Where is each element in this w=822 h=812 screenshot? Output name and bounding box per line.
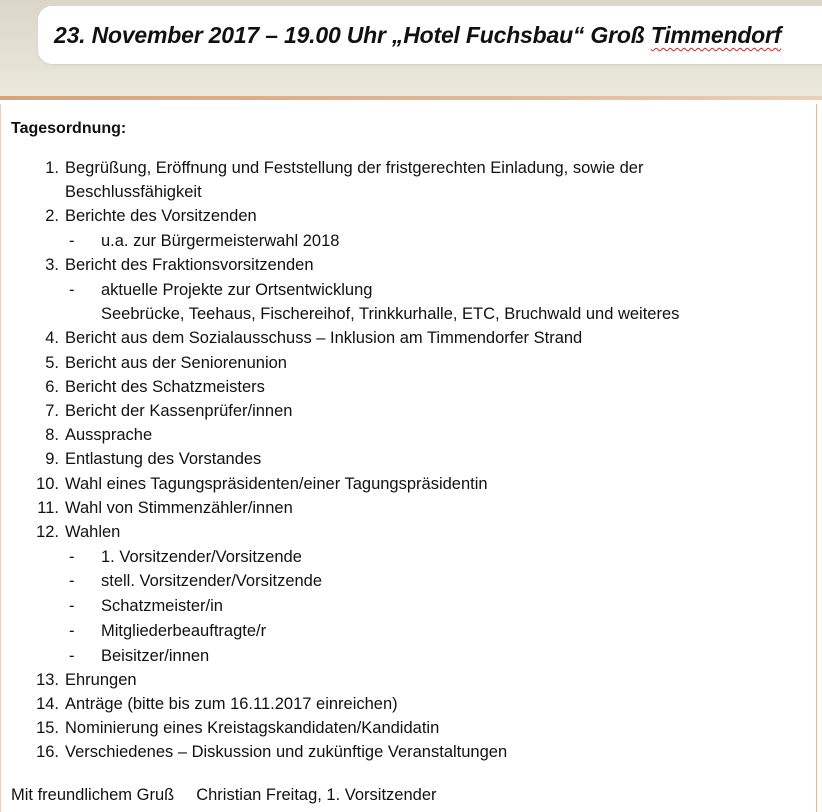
agenda-subitem-text: Schatzmeister/in: [101, 597, 223, 616]
agenda-subitem: [1, 545, 811, 569]
agenda-item-text: Aussprache: [65, 426, 153, 445]
agenda-heading: Tagesordnung:: [11, 120, 127, 137]
page-title: [54, 22, 781, 49]
agenda-item: [1, 156, 811, 180]
agenda-number: 15.: [36, 719, 59, 738]
agenda-number: 2.: [45, 207, 59, 226]
agenda-item: [1, 204, 811, 228]
agenda-number: 4.: [45, 329, 59, 348]
agenda-item: [1, 496, 811, 520]
agenda-number: 8.: [45, 426, 59, 445]
agenda-subitem: [1, 594, 811, 618]
agenda-dash: -: [69, 547, 75, 566]
agenda-item-text: Anträge (bitte bis zum 16.11.2017 einreichen): [65, 694, 398, 713]
agenda-item-text: Verschiedenes – Diskussion und zukünftige Veranstaltungen: [65, 743, 508, 762]
agenda-subitem-text: Seebrücke, Teehaus, Fischereihof, Trinkkurhalle, ETC, Bruchwald und weiteres: [101, 305, 680, 324]
agenda-item-text: Wahl eines Tagungspräsidenten/einer Tagungspräsidentin: [65, 474, 488, 493]
agenda-subitem-text: u.a. zur Bürgermeisterwahl 2018: [101, 232, 340, 251]
agenda-dash: -: [69, 621, 75, 640]
agenda-item: [1, 472, 811, 496]
agenda-item-text: Bericht aus der Seniorenunion: [65, 353, 287, 372]
agenda-item-text: Bericht aus dem Sozialausschuss – Inklusion am Timmendorfer Strand: [65, 329, 583, 348]
agenda-subitem-text: stell. Vorsitzender/Vorsitzende: [101, 572, 323, 591]
agenda-item-text: Bericht des Schatzmeisters: [65, 377, 265, 396]
title-main: 23. November 2017 – 19.00 Uhr „Hotel Fuchsbau“ Groß: [54, 22, 651, 48]
agenda-subitem-text: Beisitzer/innen: [101, 646, 210, 665]
agenda-number: 11.: [37, 498, 59, 517]
agenda-number: 14.: [36, 694, 59, 713]
agenda-subitem: [1, 278, 811, 302]
footer: [11, 786, 437, 805]
agenda-item: [1, 740, 811, 764]
agenda-item-text: Bericht des Fraktionsvorsitzenden: [65, 256, 314, 275]
greeting: Mit freundlichem Gruß: [11, 786, 175, 804]
agenda-item-text: Entlastung des Vorstandes: [65, 450, 262, 469]
agenda-subitem-text: 1. Vorsitzender/Vorsitzende: [101, 547, 302, 566]
agenda-subitem: [1, 644, 811, 668]
agenda-item: [1, 326, 811, 350]
agenda-subitem-text: aktuelle Projekte zur Ortsentwicklung: [101, 281, 373, 299]
agenda-subitem: [1, 569, 811, 593]
agenda-subitem: [1, 302, 811, 326]
agenda-number: 1.: [45, 159, 59, 177]
agenda-item: [1, 520, 811, 544]
agenda-number: 13.: [36, 670, 59, 689]
agenda-item-text: Wahlen: [65, 523, 121, 541]
agenda-number: 5.: [45, 353, 59, 372]
agenda-item: [1, 351, 811, 375]
agenda-number: 12.: [36, 523, 59, 541]
signature: Christian Freitag, 1. Vorsitzender: [196, 786, 437, 804]
agenda-number: 9.: [45, 450, 59, 469]
agenda-number: 16.: [36, 743, 59, 762]
agenda-item-text: Berichte des Vorsitzenden: [65, 207, 257, 226]
agenda-item-text: Wahl von Stimmenzähler/innen: [65, 498, 293, 517]
agenda-item: [1, 399, 811, 423]
header-band: [0, 0, 822, 100]
agenda-item-text: Begrüßung, Eröffnung und Feststellung der fristgerechten Einladung, sowie der: [65, 159, 644, 177]
agenda-item: [1, 375, 811, 399]
agenda-dash: -: [69, 597, 75, 616]
agenda-item: [1, 253, 811, 277]
agenda-dash: -: [69, 572, 75, 591]
agenda-subitem: [1, 229, 811, 253]
agenda-item: [1, 668, 811, 692]
agenda-item: [1, 180, 811, 204]
document-body: [0, 104, 817, 812]
agenda-dash: -: [69, 232, 75, 251]
agenda-number: 6.: [45, 377, 59, 396]
agenda-item-text: Nominierung eines Kreistagskandidaten/Kandidatin: [65, 719, 440, 738]
agenda-subitem: [1, 619, 811, 643]
agenda-item: [1, 716, 811, 740]
agenda-number: 3.: [45, 256, 59, 275]
agenda-dash: -: [69, 281, 75, 299]
agenda-number: 10.: [36, 474, 59, 493]
agenda-number: 7.: [45, 402, 59, 420]
agenda-item: [1, 423, 811, 447]
agenda-item-text: Ehrungen: [65, 670, 137, 689]
agenda-item: [1, 692, 811, 716]
agenda-item-text: Beschlussfähigkeit: [65, 183, 202, 202]
agenda-dash: -: [69, 646, 75, 665]
title-last-word: Timmendorf: [650, 22, 782, 48]
agenda-subitem-text: Mitgliederbeauftragte/r: [101, 621, 267, 640]
agenda-item-text: Bericht der Kassenprüfer/innen: [65, 402, 293, 420]
agenda-item: [1, 447, 811, 471]
